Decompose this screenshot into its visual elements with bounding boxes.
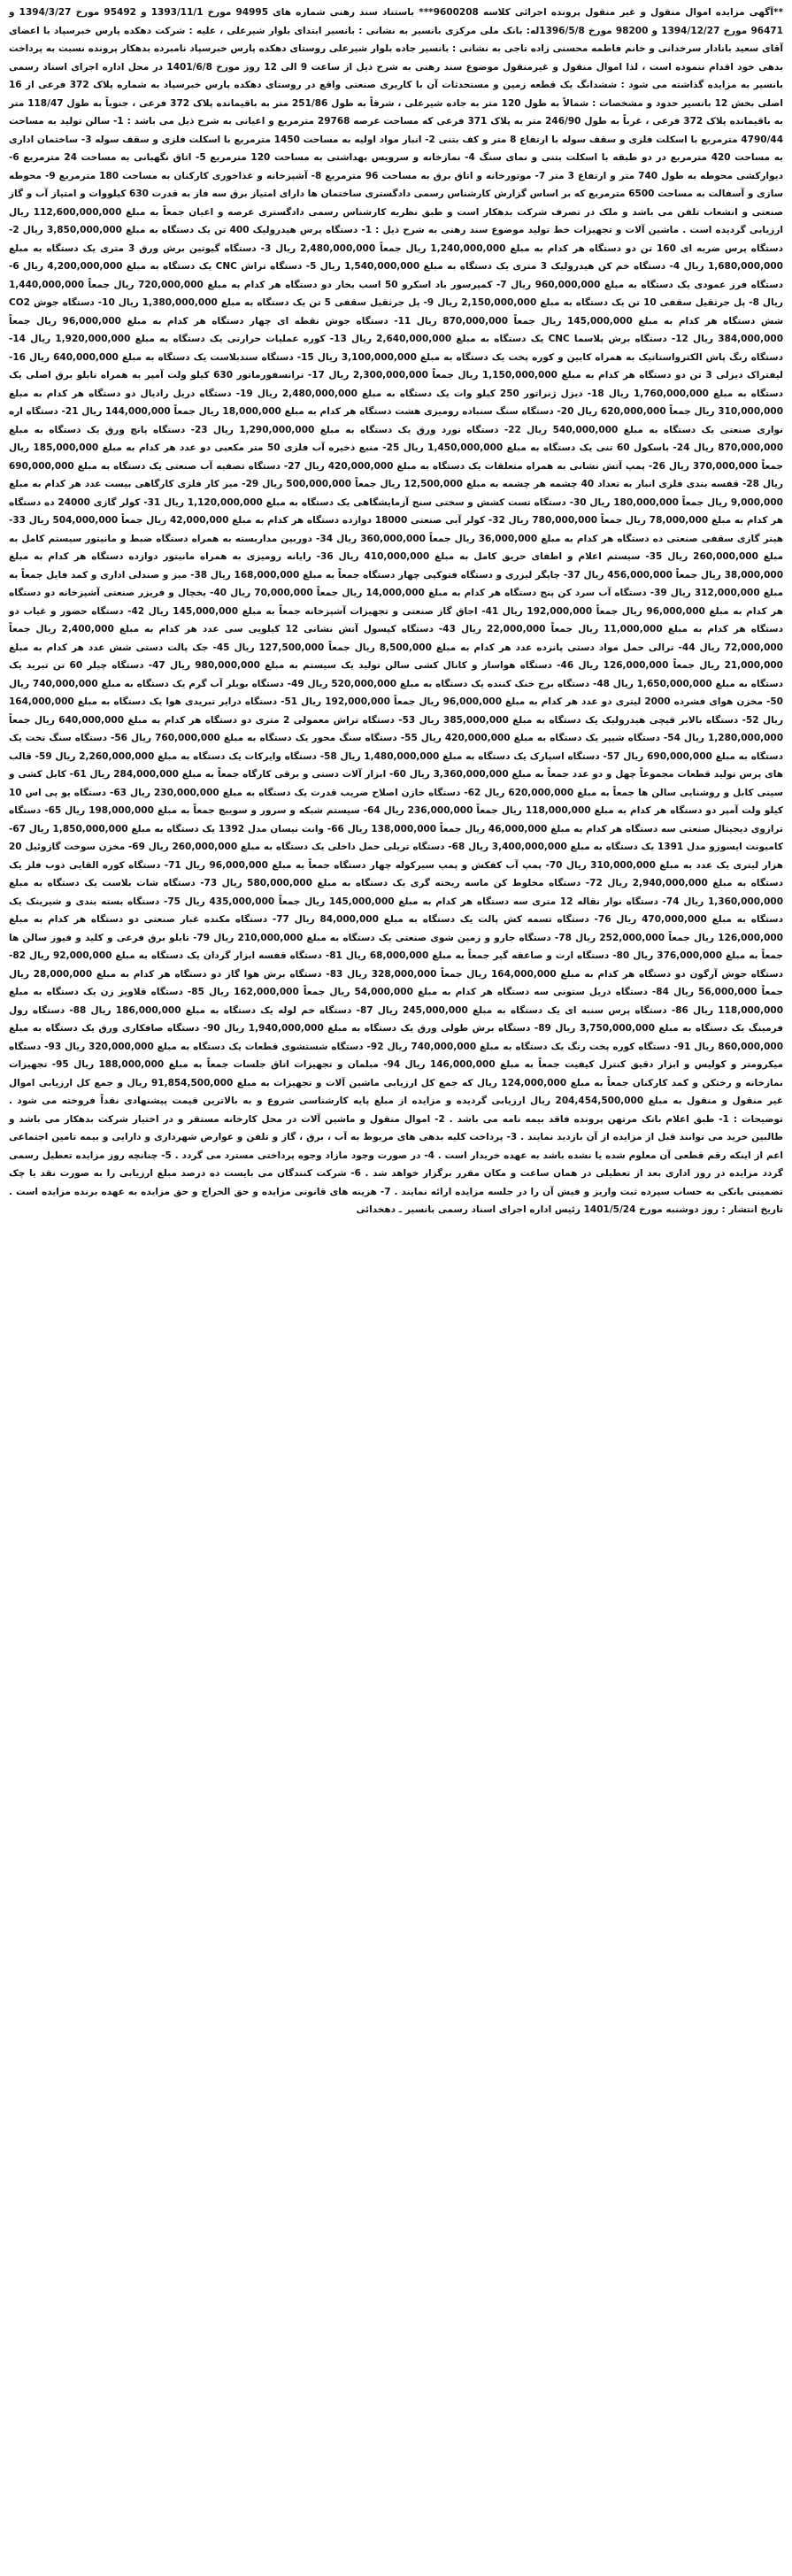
auction-notice-text: **آگهی مزایده اموال منقول و غیر منقول پرونده اجرائی کلاسه 9600208*** باستناد سند رهنی شماره های 94995 مورخ 1393/11/1 و 95492 مورخ 1394/3/27 و 96471 مورخ 1394/12/27 و 98200 مورخ 1396/5/8له: بانک ملی مرکزی بانسیر به نشانی : بانسیر ابتدای بلوار شیرعلی ، علیه : شرکت دهکده پارس خبرسپاد با اعضای آقای سعید بانادار سرخدانی و خانم فاطمه محسنی زاده تاجی به نشانی : بانسیر جاده بلوار شیرعلی روستای دهکده پارس خبرسپاد نامبرده بدهکار پرونده نسبت به پرداخت بدهی خود اقدام ننموده است ، لذا اموال منقول و غیرمنقول موضوع سند رهنی به شرح ذیل از ساعت 9 الی 12 روز مورخ 1401/6/8 در محل اداره اجرای اسناد رسمی بانسیر به مزایده گذاشته می شود : ششدانگ یک قطعه زمین و مستحدثات آن با کاربری صنعتی واقع در روستای دهکده پارس خبرسپاد به شماره پلاک 372 فرعی از 16 اصلی بخش 12 بانسیر حدود و مشخصات : شمالاً به طول 120 متر به جاده شیرعلی ، شرقاً به طول 251/86 متر به باقیمانده پلاک 372 فرعی ، جنوباً به طول 118/47 متر به باقیمانده پلاک 372 فرعی ، غرباً به طول 246/90 متر به پلاک 371 فرعی که مساحت عرصه 29768 مترمربع و اعیانی به شرح ذیل می باشد : 1- سالن تولید به مساحت 4790/44 مترمربع با اسکلت فلزی و سقف سوله با ارتفاع 8 متر و کف بتنی 2- انبار مواد اولیه به مساحت 1450 مترمربع با اسکلت فلزی و سقف سوله 3- ساختمان اداری به مساحت 420 مترمربع در دو طبقه با اسکلت بتنی و نمای سنگ 4- نمازخانه و سرویس بهداشتی به مساحت 120 مترمربع 5- اتاق نگهبانی به مساحت 24 مترمربع 6- دیوارکشی محوطه به طول 740 متر و ارتفاع 3 متر 7- موتورخانه و اتاق برق به مساحت 96 مترمربع 8- آشپزخانه و غذاخوری کارکنان به مساحت 180 مترمربع 9- محوطه سازی و آسفالت به مساحت 6500 مترمربع که بر اساس گزارش کارشناس رسمی دادگستری ساختمان ها دارای امتیاز برق سه فاز به قدرت 630 کیلووات و امتیاز آب و گاز صنعتی و انشعاب تلفن می باشد و ملک در تصرف شرکت بدهکار است و طبق نظریه کارشناس رسمی دادگستری عرصه و اعیان جمعاً به مبلغ 112,600,000,000 ریال ارزیابی گردیده است . ماشین آلات و تجهیزات خط تولید موضوع سند رهنی به شرح ذیل : 1- دستگاه پرس هیدرولیک 400 تن یک دستگاه به مبلغ 3,850,000,000 ریال 2- دستگاه پرس ضربه ای 160 تن دو دستگاه هر کدام به مبلغ 1,240,000,000 ریال جمعاً 2,480,000,000 ریال 3- دستگاه گیوتین برش ورق 3 متری یک دستگاه به مبلغ 1,680,000,000 ریال 4- دستگاه خم کن هیدرولیک 3 متری یک دستگاه به مبلغ 1,540,000,000 ریال 5- دستگاه تراش CNC یک دستگاه به مبلغ 4,200,000,000 ریال 6- دستگاه فرز عمودی یک دستگاه به مبلغ 960,000,000 ریال 7- کمپرسور باد اسکرو 50 اسب بخار دو دستگاه هر کدام به مبلغ 720,000,000 ریال جمعاً 1,440,000,000 ریال 8- پل جرثقیل سقفی 10 تن یک دستگاه به مبلغ 2,150,000,000 ریال 9- پل جرثقیل سقفی 5 تن یک دستگاه به مبلغ 1,380,000,000 ریال 10- دستگاه جوش CO2 شش دستگاه هر کدام به مبلغ 145,000,000 ریال جمعاً 870,000,000 ریال 11- دستگاه جوش نقطه ای چهار دستگاه هر کدام به مبلغ 96,000,000 ریال جمعاً 384,000,000 ریال 12- دستگاه برش پلاسما CNC یک دستگاه به مبلغ 2,640,000,000 ریال 13- کوره عملیات حرارتی یک دستگاه به مبلغ 1,920,000,000 ریال 14- دستگاه رنگ پاش الکترواستاتیک به همراه کابین و کوره پخت یک دستگاه به مبلغ 3,100,000,000 ریال 15- دستگاه سندبلاست یک دستگاه به مبلغ 640,000,000 ریال 16- لیفتراک دیزلی 3 تن دو دستگاه هر کدام به مبلغ 1,150,000,000 ریال جمعاً 2,300,000,000 ریال 17- ترانسفورماتور 630 کیلو ولت آمپر به همراه تابلو برق اصلی یک دستگاه به مبلغ 1,760,000,000 ریال 18- دیزل ژنراتور 250 کیلو وات یک دستگاه به مبلغ 2,480,000,000 ریال 19- دستگاه دریل رادیال دو دستگاه هر کدام به مبلغ 310,000,000 ریال جمعاً 620,000,000 ریال 20- دستگاه سنگ سنباده رومیزی هشت دستگاه هر کدام به مبلغ 18,000,000 ریال جمعاً 144,000,000 ریال 21- دستگاه اره نواری صنعتی یک دستگاه به مبلغ 540,000,000 ریال 22- دستگاه نورد ورق یک دستگاه به مبلغ 1,290,000,000 ریال 23- دستگاه پانچ ورق یک دستگاه به مبلغ 870,000,000 ریال 24- باسکول 60 تنی یک دستگاه به مبلغ 1,450,000,000 ریال 25- منبع ذخیره آب فلزی 50 متر مکعبی دو عدد هر کدام به مبلغ 185,000,000 ریال جمعاً 370,000,000 ریال 26- پمپ آتش نشانی به همراه متعلقات یک دستگاه به مبلغ 420,000,000 ریال 27- دستگاه تصفیه آب صنعتی یک دستگاه به مبلغ 690,000,000 ریال 28- قفسه بندی فلزی انبار به تعداد 40 چشمه هر چشمه به مبلغ 12,500,000 ریال جمعاً 500,000,000 ریال 29- میز کار فلزی کارگاهی بیست عدد هر کدام به مبلغ 9,000,000 ریال جمعاً 180,000,000 ریال 30- دستگاه تست کشش و سختی سنج آزمایشگاهی یک دستگاه به مبلغ 1,120,000,000 ریال 31- کولر گازی 24000 ده دستگاه هر کدام به مبلغ 78,000,000 ریال جمعاً 780,000,000 ریال 32- کولر آبی صنعتی 18000 دوازده دستگاه هر کدام به مبلغ 42,000,000 ریال جمعاً 504,000,000 ریال 33- هیتر گازی سقفی صنعتی ده دستگاه هر کدام به مبلغ 36,000,000 ریال جمعاً 360,000,000 ریال 34- دوربین مداربسته به همراه دستگاه ضبط و مانیتور سیستم کامل به مبلغ 260,000,000 ریال 35- سیستم اعلام و اطفای حریق کامل به مبلغ 410,000,000 ریال 36- رایانه رومیزی به همراه مانیتور دوازده دستگاه هر کدام به مبلغ 38,000,000 ریال جمعاً 456,000,000 ریال 37- چاپگر لیزری و دستگاه فتوکپی چهار دستگاه جمعاً به مبلغ 168,000,000 ریال 38- میز و صندلی اداری و کمد فایل جمعاً به مبلغ 312,000,000 ریال 39- دستگاه آب سرد کن پنج دستگاه هر کدام به مبلغ 14,000,000 ریال جمعاً 70,000,000 ریال 40- یخچال و فریزر صنعتی آشپزخانه دو دستگاه هر کدام به مبلغ 96,000,000 ریال جمعاً 192,000,000 ریال 41- اجاق گاز صنعتی و تجهیزات آشپزخانه جمعاً به مبلغ 145,000,000 ریال 42- دستگاه حضور و غیاب دو دستگاه هر کدام به مبلغ 11,000,000 ریال جمعاً 22,000,000 ریال 43- دستگاه کپسول آتش نشانی 12 کیلویی سی عدد هر کدام به مبلغ 2,400,000 ریال جمعاً 72,000,000 ریال 44- ترالی حمل مواد دستی پانزده عدد هر کدام به مبلغ 8,500,000 ریال جمعاً 127,500,000 ریال 45- جک پالت دستی شش عدد هر کدام به مبلغ 21,000,000 ریال جمعاً 126,000,000 ریال 46- دستگاه هواساز و کانال کشی سالن تولید یک سیستم به مبلغ 980,000,000 ریال 47- دستگاه چیلر 60 تن تبرید یک دستگاه به مبلغ 1,650,000,000 ریال 48- دستگاه برج خنک کننده یک دستگاه به مبلغ 520,000,000 ریال 49- دستگاه بویلر آب گرم یک دستگاه به مبلغ 740,000,000 ریال 50- مخزن هوای فشرده 2000 لیتری دو عدد هر کدام به مبلغ 96,000,000 ریال جمعاً 192,000,000 ریال 51- دستگاه درایر تبریدی هوا یک دستگاه به مبلغ 164,000,000 ریال 52- دستگاه بالابر قیچی هیدرولیک یک دستگاه به مبلغ 385,000,000 ریال 53- دستگاه تراش معمولی 2 متری دو دستگاه هر کدام به مبلغ 640,000,000 ریال جمعاً 1,280,000,000 ریال 54- دستگاه شیپر یک دستگاه به مبلغ 420,000,000 ریال 55- دستگاه سنگ محور یک دستگاه به مبلغ 760,000,000 ریال 56- دستگاه سنگ تخت یک دستگاه به مبلغ 690,000,000 ریال 57- دستگاه اسپارک یک دستگاه به مبلغ 1,480,000,000 ریال 58- دستگاه وایرکات یک دستگاه به مبلغ 2,260,000,000 ریال 59- قالب های پرس تولید قطعات مجموعاً چهل و دو عدد جمعاً به مبلغ 3,360,000,000 ریال 60- ابزار آلات دستی و برقی کارگاه جمعاً به مبلغ 284,000,000 ریال 61- کابل کشی و سینی کابل و روشنایی سالن ها جمعاً به مبلغ 620,000,000 ریال 62- دستگاه خازن اصلاح ضریب قدرت یک دستگاه به مبلغ 230,000,000 ریال 63- دستگاه یو پی اس 10 کیلو ولت آمپر دو دستگاه هر کدام به مبلغ 118,000,000 ریال جمعاً 236,000,000 ریال 64- سیستم شبکه و سرور و سوییچ جمعاً به مبلغ 198,000,000 ریال 65- دستگاه ترازوی دیجیتال صنعتی سه دستگاه هر کدام به مبلغ 46,000,000 ریال جمعاً 138,000,000 ریال 66- وانت نیسان مدل 1392 یک دستگاه به مبلغ 1,850,000,000 ریال 67- کامیونت ایسوزو مدل 1391 یک دستگاه به مبلغ 3,400,000,000 ریال 68- دستگاه تریلی حمل داخلی یک دستگاه به مبلغ 260,000,000 ریال 69- مخزن سوخت گازوئیل 20 هزار لیتری یک عدد به مبلغ 310,000,000 ریال 70- پمپ آب کفکش و پمپ سیرکوله چهار دستگاه جمعاً به مبلغ 96,000,000 ریال 71- دستگاه کوره القایی ذوب فلز یک دستگاه به مبلغ 2,940,000,000 ریال 72- دستگاه مخلوط کن ماسه ریخته گری یک دستگاه به مبلغ 580,000,000 ریال 73- دستگاه شات بلاست یک دستگاه به مبلغ 1,360,000,000 ریال 74- دستگاه نوار نقاله 12 متری سه دستگاه هر کدام به مبلغ 145,000,000 ریال جمعاً 435,000,000 ریال 75- دستگاه بسته بندی و شیرینک یک دستگاه به مبلغ 470,000,000 ریال 76- دستگاه تسمه کش پالت یک دستگاه به مبلغ 84,000,000 ریال 77- دستگاه مکنده غبار صنعتی دو دستگاه هر کدام به مبلغ 126,000,000 ریال جمعاً 252,000,000 ریال 78- دستگاه جارو و زمین شوی صنعتی یک دستگاه به مبلغ 210,000,000 ریال 79- تابلو برق فرعی و کلید و فیوز سالن ها جمعاً به مبلغ 376,000,000 ریال 80- دستگاه ارت و صاعقه گیر جمعاً به مبلغ 68,000,000 ریال 81- دستگاه قفسه ابزار گردان یک دستگاه به مبلغ 92,000,000 ریال 82- دستگاه جوش آرگون دو دستگاه هر کدام به مبلغ 164,000,000 ریال جمعاً 328,000,000 ریال 83- دستگاه برش هوا گاز دو دستگاه هر کدام به مبلغ 28,000,000 ریال جمعاً 56,000,000 ریال 84- دستگاه دریل ستونی سه دستگاه هر کدام به مبلغ 54,000,000 ریال جمعاً 162,000,000 ریال 85- دستگاه قلاویز زن یک دستگاه به مبلغ 118,000,000 ریال 86- دستگاه پرس سنبه ای یک دستگاه به مبلغ 245,000,000 ریال 87- دستگاه خم لوله یک دستگاه به مبلغ 186,000,000 ریال 88- دستگاه رول فرمینگ یک دستگاه به مبلغ 3,750,000,000 ریال 89- دستگاه برش طولی ورق یک دستگاه به مبلغ 1,940,000,000 ریال 90- دستگاه صافکاری ورق یک دستگاه به مبلغ 860,000,000 ریال 91- دستگاه کوره پخت رنگ یک دستگاه به مبلغ 740,000,000 ریال 92- دستگاه شستشوی قطعات یک دستگاه به مبلغ 320,000,000 ریال 93- دستگاه میکرومتر و کولیس و ابزار دقیق کنترل کیفیت جمعاً به مبلغ 146,000,000 ریال 94- مبلمان و تجهیزات اتاق جلسات جمعاً به مبلغ 188,000,000 ریال 95- تجهیزات نمازخانه و رختکن و کمد کارکنان جمعاً به مبلغ 124,000,000 ریال که جمع کل ارزیابی ماشین آلات و تجهیزات به مبلغ 91,854,500,000 ریال و جمع کل ارزیابی اموال غیر منقول و منقول به مبلغ 204,454,500,000 ریال ارزیابی گردیده و مزایده از مبلغ پایه کارشناسی شروع و به بالاترین قیمت پیشنهادی نقداً فروخته می شود . توضیحات : 1- طبق اعلام بانک مرتهن پرونده فاقد بیمه نامه می باشد . 2- اموال منقول و ماشین آلات در محل کارخانه مستقر و در اختیار شرکت بدهکار می باشد و طالبین خرید می توانند قبل از مزایده از آن بازدید نمایند . 3- پرداخت کلیه بدهی های مربوط به آب ، برق ، گاز و تلفن و عوارض شهرداری و دارایی و بیمه تامین اجتماعی اعم از اینکه رقم قطعی آن معلوم شده یا نشده باشد به عهده خریدار است . 4- در صورت وجود مازاد وجوه پرداختی مسترد می گردد . 5- چنانچه روز مزایده تعطیل رسمی گردد مزایده در روز اداری بعد از تعطیلی در همان ساعت و مکان مقرر برگزار خواهد شد . 6- شرکت کنندگان می بایست ده درصد مبلغ ارزیابی را به صورت نقد یا چک تضمینی بانکی به حساب سپرده ثبت واریز و فیش آن را در جلسه مزایده ارائه نمایند . 7- هزینه های قانونی مزایده و حق الحراج و حق مزایده به عهده برنده مزایده است . تاریخ انتشار : روز دوشنبه مورخ 1401/5/24 رئیس اداره اجرای اسناد رسمی بانسیر ـ دهخدائی	[9, 7, 784, 1215]
